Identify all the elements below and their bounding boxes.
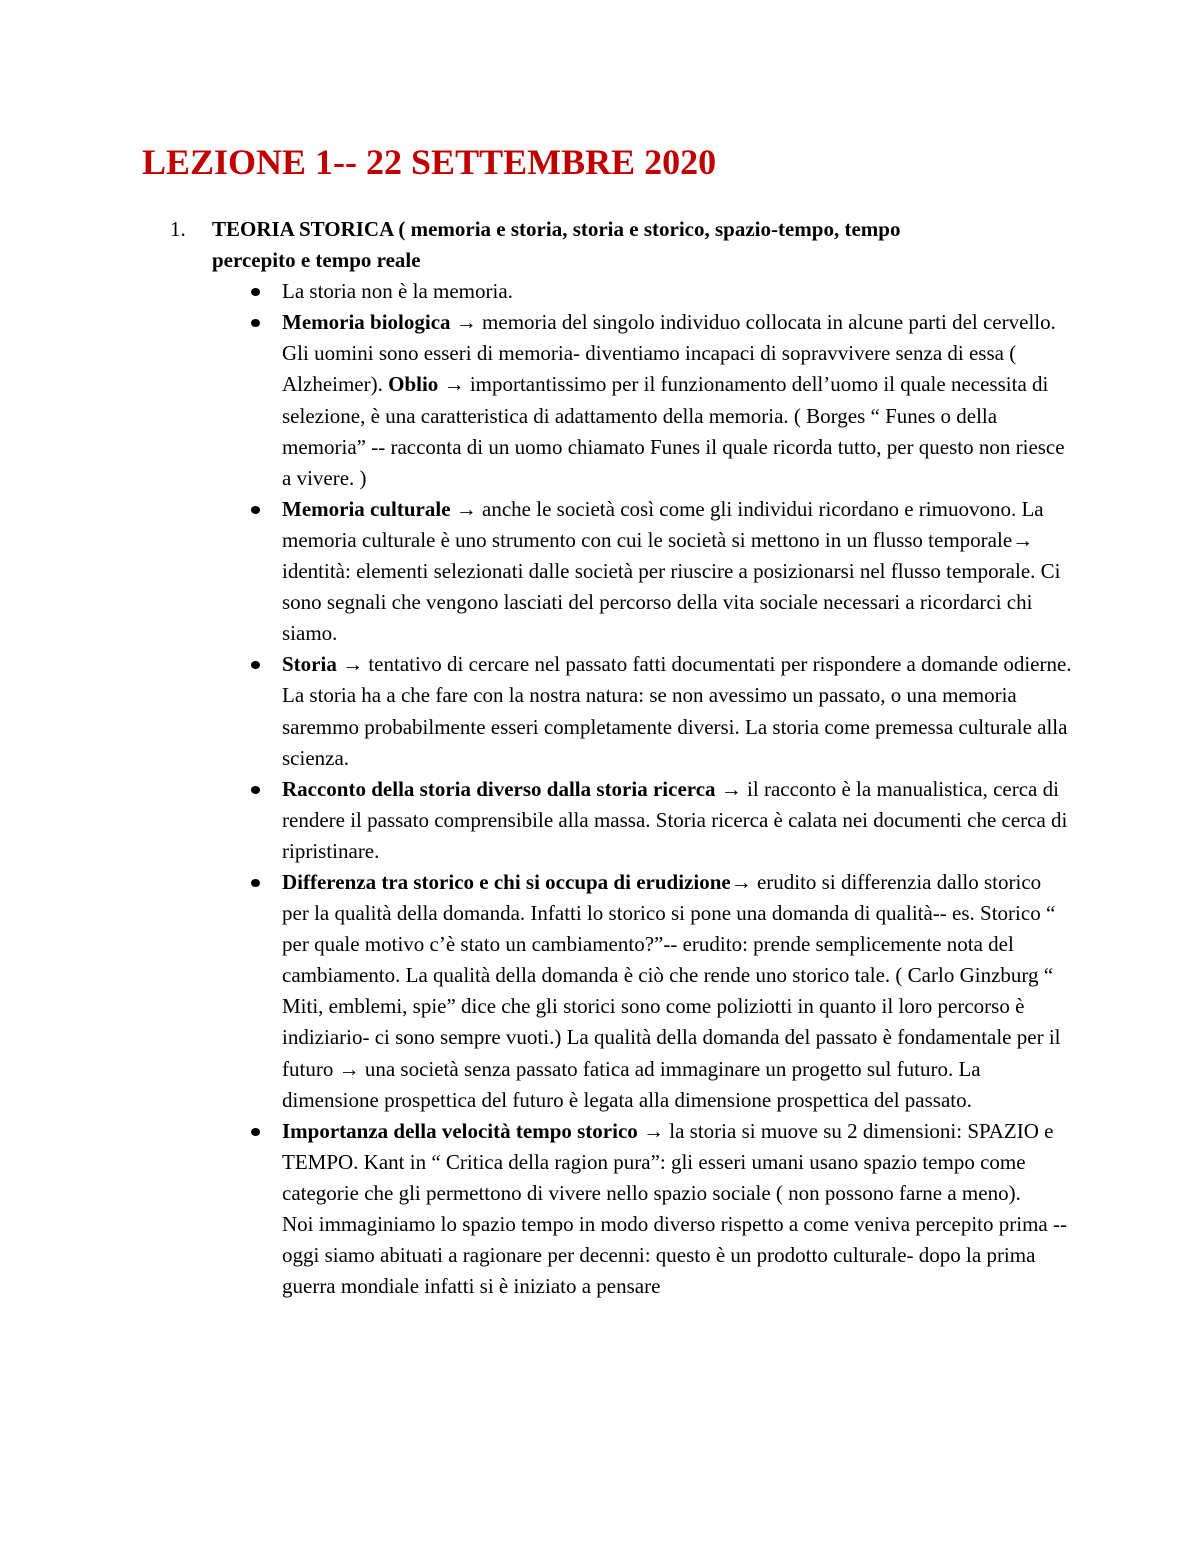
bullet-icon bbox=[251, 786, 260, 794]
bullet-term: Memoria culturale bbox=[282, 496, 451, 521]
section-number: 1. bbox=[170, 217, 186, 241]
bullet-term: Differenza tra storico e chi si occupa di erudizione bbox=[282, 869, 731, 894]
bullet-icon bbox=[251, 1128, 260, 1136]
bullet-term: Oblio bbox=[388, 372, 439, 397]
bullet-icon bbox=[251, 319, 260, 327]
bullet-icon bbox=[251, 879, 260, 887]
bullet-term: Memoria biologica bbox=[282, 310, 451, 335]
bullet-icon bbox=[251, 288, 260, 296]
bullet-text: → anche le società così come gli individui ricordano e rimuovono. La memoria culturale è uno strumento con cui le società si mettono in un flusso temporale→ identità: elementi selezionati dalle società per riuscire a posizionarsi nel flusso temporale. Ci sono segnali che vengono lasciati del percorso della vita sociale necessari a ricordarci chi siamo. bbox=[282, 496, 1061, 646]
bullet-text: La storia non è la memoria. bbox=[282, 279, 513, 304]
list-item bbox=[282, 649, 1072, 773]
bullet-term: Storia bbox=[282, 652, 337, 677]
section-heading-line1: TEORIA STORICA ( memoria e storia, storia e storico, spazio-tempo, tempo bbox=[212, 217, 901, 241]
list-item bbox=[282, 494, 1072, 649]
section-heading-line2: percepito e tempo reale bbox=[212, 248, 421, 273]
bullet-term: Racconto della storia diverso dalla storia ricerca bbox=[282, 776, 716, 801]
bullet-icon bbox=[251, 661, 260, 669]
list-item bbox=[282, 867, 1072, 1116]
lesson-title: LEZIONE 1-- 22 SETTEMBRE 2020 bbox=[142, 142, 717, 182]
section-teoria-storica bbox=[170, 214, 1070, 1302]
bullet-list bbox=[170, 276, 1070, 1302]
list-item bbox=[282, 307, 1072, 494]
bullet-text: → tentativo di cercare nel passato fatti documentati per rispondere a domande odierne. La storia ha a che fare con la nostra natura: se non avessimo un passato, o una memoria saremmo probabilmente esseri completamente diversi. La storia come premessa culturale alla scienza. bbox=[282, 652, 1072, 770]
bullet-text: → erudito si differenzia dallo storico per la qualità della domanda. Infatti lo storico si pone una domanda di qualità-- es. Storico “ per quale motivo c’è stato un cambiamento?”-- erudito: prende semplicemente nota del cambiamento. La qualità della domanda è ciò che rende uno storico tale. ( Carlo Ginzburg “ Miti, emblemi, spie” dice che gli storici sono come poliziotti in quanto il loro percorso è indiziario- ci sono sempre vuoti.) La qualità della domanda del passato è fondamentale per il futuro → una società senza passato fatica ad immaginare un progetto sul futuro. La dimensione prospettica del futuro è legata alla dimensione prospettica del passato. bbox=[282, 869, 1061, 1112]
section-heading bbox=[170, 214, 1070, 276]
bullet-icon bbox=[251, 506, 260, 514]
bullet-text: → memoria del singolo individuo collocata in alcune parti del cervello. Gli uomini sono esseri di memoria- diventiamo incapaci di sopravvivere senza di essa ( Alzheimer). bbox=[282, 310, 1056, 397]
list-item bbox=[282, 1116, 1072, 1303]
list-item bbox=[282, 276, 1072, 307]
bullet-term: Importanza della velocità tempo storico bbox=[282, 1118, 638, 1143]
bullet-text: → importantissimo per il funzionamento dell’uomo il quale necessita di selezione, è una caratteristica di adattamento della memoria. ( Borges “ Funes o della memoria” -- racconta di un uomo chiamato Funes il quale ricorda tutto, per questo non riesce a vivere. ) bbox=[282, 372, 1065, 490]
list-item bbox=[282, 774, 1072, 867]
bullet-text: → la storia si muove su 2 dimensioni: SPAZIO e TEMPO. Kant in “ Critica della ragion pura”: gli esseri umani usano spazio tempo come categorie che gli permettono di vivere nello spazio sociale ( non possono farne a meno). bbox=[282, 1118, 1054, 1205]
bullet-text: → il racconto è la manualistica, cerca di rendere il passato comprensibile alla massa. Storia ricerca è calata nei documenti che cerca di ripristinare. bbox=[282, 776, 1068, 863]
bullet-continuation: Noi immaginiamo lo spazio tempo in modo diverso rispetto a come veniva percepito prima -- oggi siamo abituati a ragionare per decenni: questo è un prodotto culturale- dopo la prima guerra mondiale infatti si è iniziato a pensare bbox=[282, 1212, 1067, 1299]
